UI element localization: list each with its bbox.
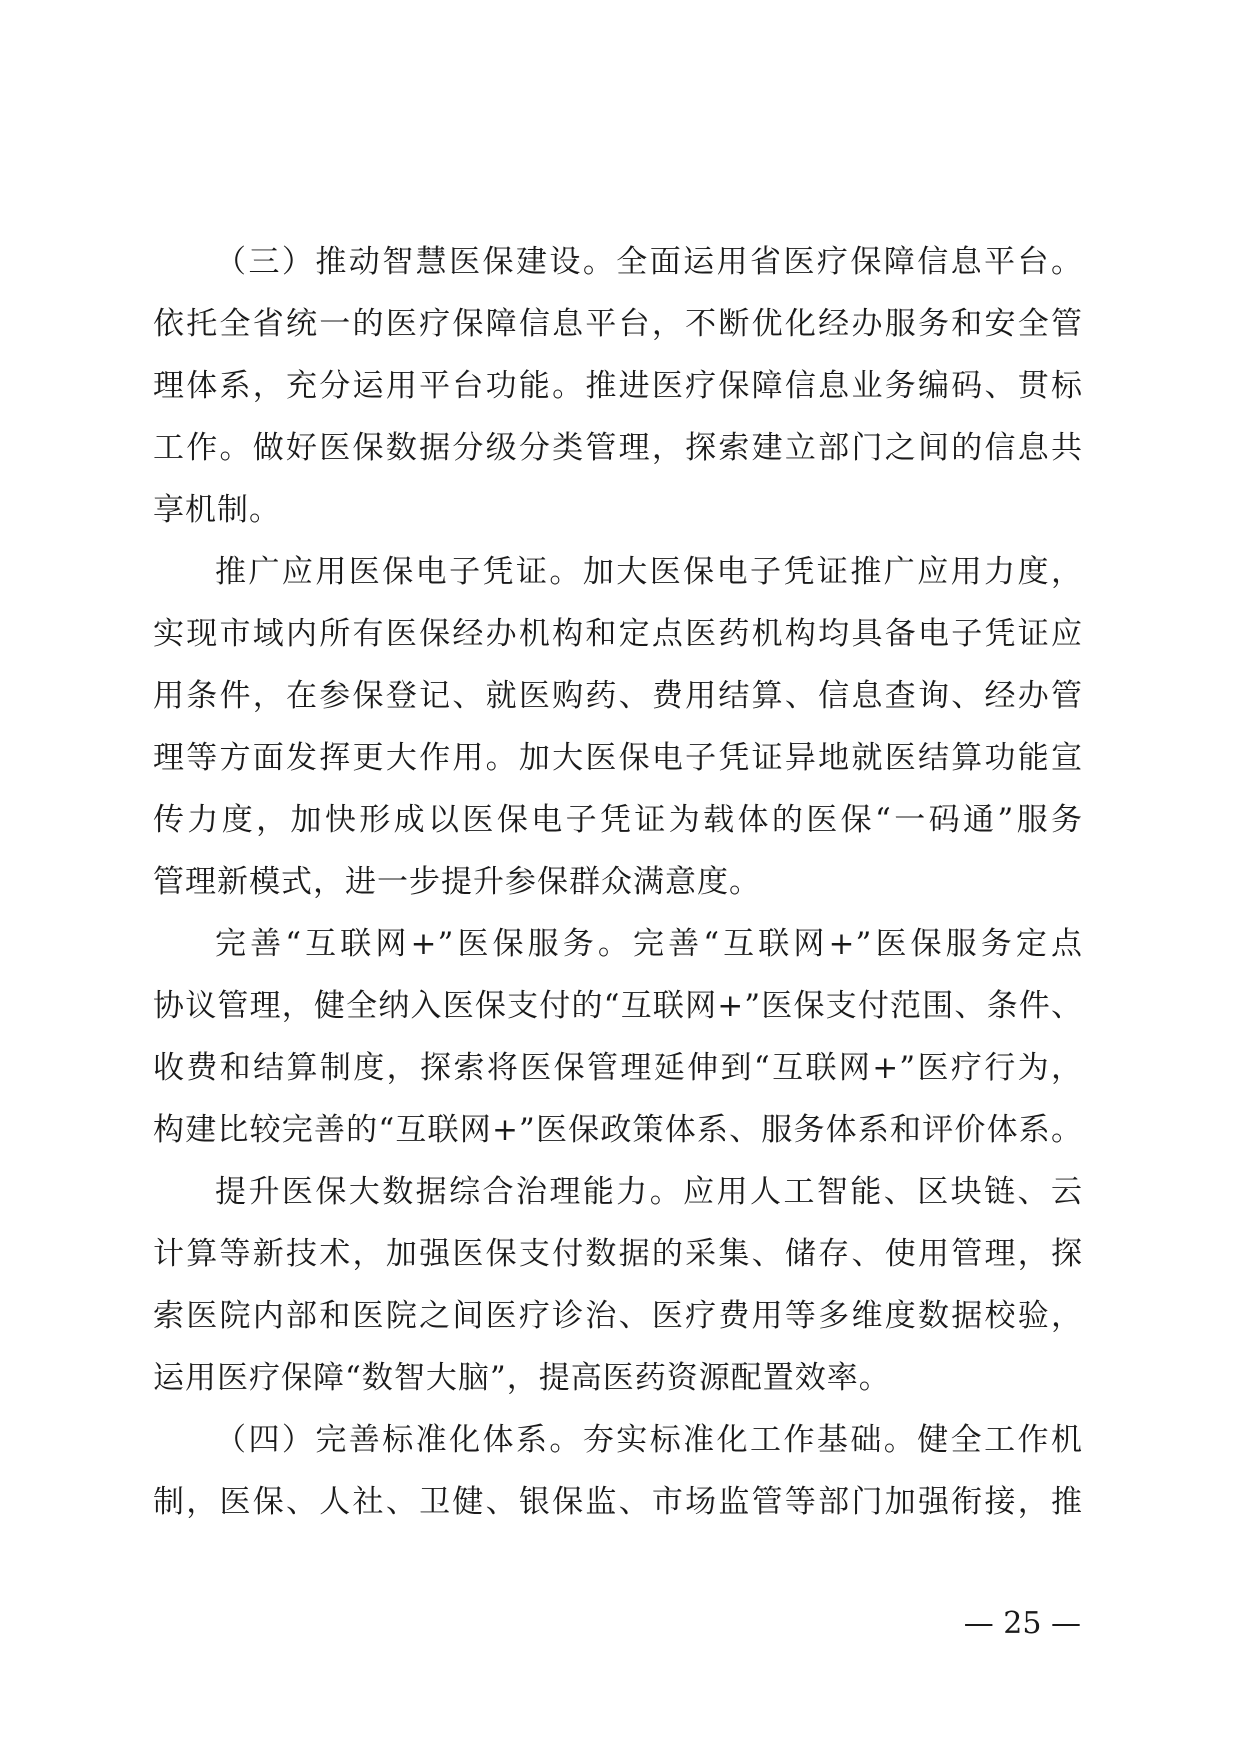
paragraph-line: 工作。做好医保数据分级分类管理，探索建立部门之间的信息共: [153, 430, 1083, 466]
paragraph: [153, 541, 1083, 913]
paragraph-line: 传力度，加快形成以医保电子凭证为载体的医保“一码通”服务: [153, 802, 1083, 838]
paragraph-line: 构建比较完善的“互联网+”医保政策体系、服务体系和评价体系。: [153, 1112, 1083, 1148]
paragraph: [153, 1409, 1083, 1533]
body-text: [153, 231, 1083, 1533]
paragraph-line: 依托全省统一的医疗保障信息平台，不断优化经办服务和安全管: [153, 306, 1083, 342]
paragraph: [153, 1161, 1083, 1409]
paragraph-line: 计算等新技术，加强医保支付数据的采集、储存、使用管理，探: [153, 1236, 1083, 1272]
paragraph-line: 收费和结算制度，探索将医保管理延伸到“互联网+”医疗行为，: [153, 1050, 1083, 1086]
paragraph-line: 推广应用医保电子凭证。加大医保电子凭证推广应用力度，: [215, 554, 1083, 590]
paragraph: [153, 231, 1083, 541]
paragraph-line: 享机制。: [153, 492, 281, 528]
paragraph-line: 理体系，充分运用平台功能。推进医疗保障信息业务编码、贯标: [153, 368, 1083, 404]
paragraph: [153, 913, 1083, 1161]
paragraph-line: 索医院内部和医院之间医疗诊治、医疗费用等多维度数据校验，: [153, 1298, 1083, 1334]
page-number: — 25 —: [963, 1606, 1081, 1641]
paragraph-line: 实现市域内所有医保经办机构和定点医药机构均具备电子凭证应: [153, 616, 1083, 652]
paragraph-line: （四）完善标准化体系。夯实标准化工作基础。健全工作机: [215, 1422, 1083, 1458]
paragraph-line: 制，医保、人社、卫健、银保监、市场监管等部门加强衔接，推: [153, 1484, 1083, 1520]
paragraph-line: 理等方面发挥更大作用。加大医保电子凭证异地就医结算功能宣: [153, 740, 1083, 776]
paragraph-line: 协议管理，健全纳入医保支付的“互联网+”医保支付范围、条件、: [153, 988, 1083, 1024]
paragraph-line: 完善“互联网+”医保服务。完善“互联网+”医保服务定点: [215, 926, 1083, 962]
paragraph-line: （三）推动智慧医保建设。全面运用省医疗保障信息平台。: [215, 244, 1083, 280]
paragraph-line: 用条件，在参保登记、就医购药、费用结算、信息查询、经办管: [153, 678, 1083, 714]
paragraph-line: 管理新模式，进一步提升参保群众满意度。: [153, 864, 761, 900]
paragraph-line: 运用医疗保障“数智大脑”，提高医药资源配置效率。: [153, 1360, 891, 1396]
paragraph-line: 提升医保大数据综合治理能力。应用人工智能、区块链、云: [215, 1174, 1083, 1210]
